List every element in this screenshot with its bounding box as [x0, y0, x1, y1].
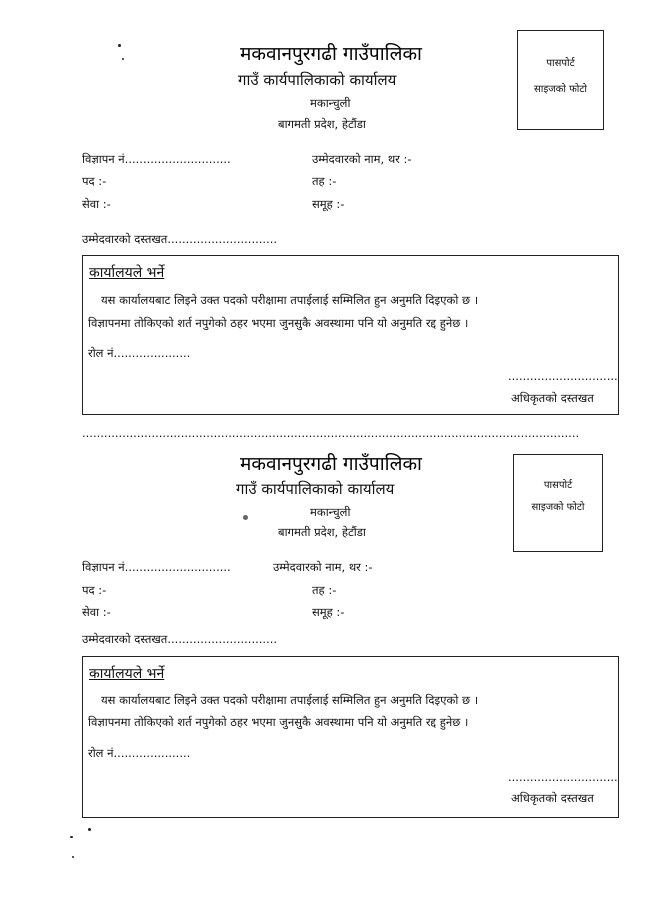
address: बागमती प्रदेश, हेटौंडा — [278, 525, 366, 539]
level-field[interactable]: तह :- — [312, 583, 337, 597]
photo-label-2: साइजको फोटो — [533, 84, 588, 95]
office-use-heading: कार्यालयले भर्ने — [89, 666, 165, 682]
photo-label-1: पासपोर्ट — [546, 58, 575, 69]
scan-speck — [88, 828, 91, 831]
roll-number-field[interactable]: रोल नं..................... — [88, 346, 191, 360]
service-field[interactable]: सेवा :- — [82, 605, 111, 619]
candidate-signature-field[interactable]: उम्मेदवारको दस्तखत.............................. — [82, 632, 278, 646]
place-name: मकान्चुली — [310, 96, 351, 110]
photo-label-2: साइजको फोटो — [531, 502, 585, 513]
ad-number-field[interactable]: विज्ञापन नं............................. — [82, 560, 231, 574]
officer-signature-line: .............................. — [508, 369, 618, 383]
office-title: गाउँ कार्यपालिकाको कार्यालय — [238, 71, 397, 89]
office-use-box — [82, 656, 619, 818]
candidate-name-field[interactable]: उम्मेदवारको नाम, थर :- — [312, 152, 412, 166]
photo-box — [513, 454, 603, 552]
condition-text: विज्ञापनमा तोकिएको शर्त नपुगेको ठहर भएमा जुनसुकै अवस्थामा पनि यो अनुमति रद्द हुनेछ । — [88, 715, 469, 729]
candidate-name-field[interactable]: उम्मेदवारको नाम, थर :- — [273, 560, 373, 574]
scan-speck — [118, 44, 121, 47]
photo-box — [517, 30, 604, 130]
municipality-title: मकवानपुरगढी गाउँपालिका — [240, 43, 422, 65]
scan-speck — [243, 515, 248, 520]
condition-text: विज्ञापनमा तोकिएको शर्त नपुगेको ठहर भएमा जुनसुकै अवस्थामा पनि यो अनुमति रद्द हुनेछ । — [88, 316, 469, 330]
office-use-box — [82, 255, 619, 415]
group-field[interactable]: समूह :- — [312, 605, 345, 619]
scan-speck — [122, 58, 124, 60]
scan-speck — [72, 856, 74, 858]
permission-text: यस कार्यालयबाट लिइने उक्त पदको परीक्षामा तपाईलाई सम्मिलित हुन अनुमति दिइएको छ । — [101, 693, 479, 707]
scan-speck — [70, 836, 73, 838]
photo-label-1: पासपोर्ट — [543, 480, 573, 491]
post-field[interactable]: पद :- — [82, 583, 107, 597]
candidate-signature-field[interactable]: उम्मेदवारको दस्तखत.............................. — [82, 232, 278, 246]
group-field[interactable]: समूह :- — [312, 197, 345, 211]
ad-number-field[interactable]: विज्ञापन नं............................. — [82, 152, 231, 166]
cut-line: ........................................................................................................................................ — [82, 426, 580, 440]
post-field[interactable]: पद :- — [82, 174, 107, 188]
address: बागमती प्रदेश, हेटौंडा — [278, 117, 366, 131]
officer-signature-label: अधिकृतको दस्तखत — [511, 791, 594, 805]
permission-text: यस कार्यालयबाट लिइने उक्त पदको परीक्षामा तपाईलाई सम्मिलित हुन अनुमति दिइएको छ । — [101, 293, 479, 307]
roll-number-field[interactable]: रोल नं..................... — [88, 746, 191, 760]
municipality-title: मकवानपुरगढी गाउँपालिका — [240, 453, 422, 475]
office-title: गाउँ कार्यपालिकाको कार्यालय — [236, 480, 395, 498]
service-field[interactable]: सेवा :- — [82, 197, 111, 211]
place-name: मकान्चुली — [310, 505, 351, 519]
office-use-heading: कार्यालयले भर्ने — [89, 265, 165, 281]
officer-signature-line: .............................. — [508, 770, 618, 784]
level-field[interactable]: तह :- — [312, 174, 337, 188]
officer-signature-label: अधिकृतको दस्तखत — [511, 391, 594, 405]
